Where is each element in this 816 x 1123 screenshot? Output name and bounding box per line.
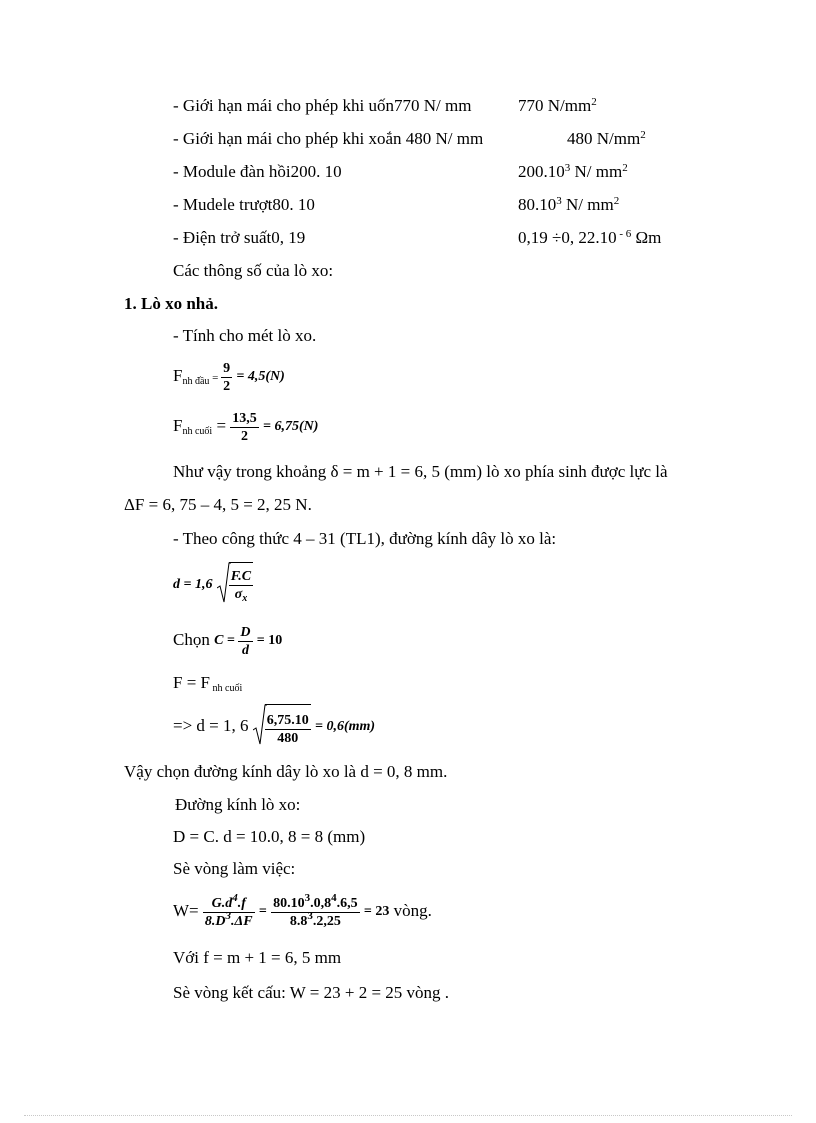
formula-d-calc: => d = 1, 6 $\frac{6,75.10}{480}$ = 0,6(mm) <box>173 704 375 750</box>
structural-coils: Sè vòng kết cấu: W = 23 + 2 = 25 vòng . <box>173 983 450 1002</box>
property-value: 770 $N/mm^2$ <box>518 96 597 115</box>
property-label: - Mudele trượt80. 10 <box>173 195 315 214</box>
fraction: $\frac{9}{2}$ <box>223 360 231 394</box>
radical-sign <box>253 704 267 746</box>
formula-intro: - Theo công thức 4 – 31 (TL1), đường kính dây lò xo là: <box>173 529 557 548</box>
formula-d: d = 1,6 $\frac{F.C}{\sigma_x}$ <box>173 562 253 608</box>
formula-f-start: $F_{nh đầu}$ = $\frac{9}{2}$ = 4,5(N) <box>173 360 285 394</box>
formula-w: W= $\frac{G.d^4.f}{8.D^3.\Delta F}$ = $\frac{80.10^3.0,8^4.6,5}{8.8^3.2,25}$ = 23 vòng. <box>173 891 432 929</box>
sqrt: $\frac{F.C}{\sigma_x}$ <box>217 562 253 608</box>
section-heading: 1. Lò xo nhả. <box>124 294 218 313</box>
property-resistivity <box>173 228 305 248</box>
working-coils-title: Sè vòng làm việc: <box>173 859 296 878</box>
formula-choose-c: Chọn C = $\frac{D}{d}$ = 10 <box>173 624 283 658</box>
paragraph-line: ΔF = 6, 75 – 4, 5 = 2, 25 N. <box>124 495 312 514</box>
property-label: - Module đàn hồi200. 10 <box>173 162 342 181</box>
calc-per-meter: - Tính cho mét lò xo. <box>173 326 317 345</box>
property-elastic-modulus <box>173 162 342 182</box>
property-yield-torsion <box>173 129 483 149</box>
paragraph-line: Như vậy trong khoảng δ = m + 1 = 6, 5 (mm) lò xo phía sinh được lực là <box>173 462 668 481</box>
formula-f-eq: F = F $_{nh cuối}$ <box>173 673 243 694</box>
property-value: 80.10$^3$ N/ $mm^2$ <box>518 195 620 214</box>
property-label: - Giới hạn mái cho phép khi uốn770 N/ mm <box>173 96 472 115</box>
property-label: - Giới hạn mái cho phép khi xoắn 480 N/ mm <box>173 129 484 148</box>
property-value: 200.10$^3$ N/ $mm^2$ <box>518 162 628 181</box>
property-shear-modulus <box>173 195 315 215</box>
page-divider <box>24 1115 792 1116</box>
params-title: Các thông số của lò xo: <box>173 261 334 280</box>
property-value: 480 $N/mm^2$ <box>567 129 646 148</box>
fraction: $\frac{13,5}{2}$ <box>232 410 257 444</box>
formula-f-end: $F_{nh cuối}$ = $\frac{13,5}{2}$ = 6,75(N) <box>173 410 319 444</box>
property-value: 0,19 ÷0, 22.10 $^{- 6}$ Ωm <box>518 228 662 247</box>
spring-diameter-title: Đường kính lò xo: <box>175 795 301 814</box>
choose-d: Vậy chọn đường kính dây lò xo là d = 0, 8 mm. <box>124 762 448 781</box>
sqrt: $\frac{6,75.10}{480}$ <box>253 704 311 750</box>
property-label: - Điện trở suất0, 19 <box>173 228 306 247</box>
radical-sign <box>217 562 231 604</box>
property-yield-bending <box>173 96 471 116</box>
with-f: Với f = m + 1 = 6, 5 mm <box>173 948 342 967</box>
d-equation: D = C. d = 10.0, 8 = 8 (mm) <box>173 827 366 846</box>
